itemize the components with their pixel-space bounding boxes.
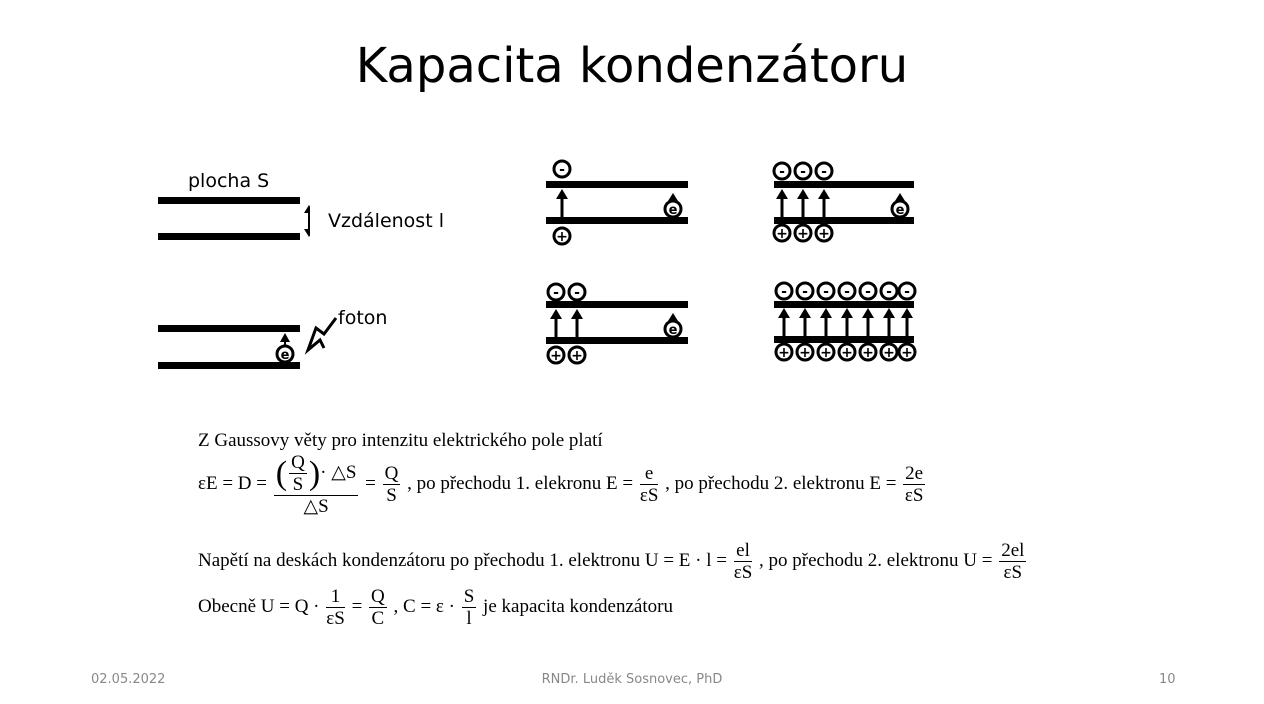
svg-text:-: - — [823, 284, 829, 300]
transfer-1-diagram — [540, 155, 700, 250]
minus-charge-icon — [881, 283, 897, 300]
svg-text:-: - — [553, 285, 559, 301]
distance-label: Vzdálenost l — [328, 210, 444, 232]
plus-charge-icon — [816, 225, 832, 242]
field-arrow-icon — [841, 308, 853, 336]
svg-text:e: e — [280, 348, 290, 363]
footer-author: RNDr. Luděk Sosnovec, PhD — [541, 672, 723, 687]
svg-text:-: - — [802, 284, 808, 300]
svg-text:-: - — [904, 284, 910, 300]
svg-text:+: + — [901, 345, 913, 361]
svg-text:-: - — [779, 164, 785, 180]
plus-charge-icon — [797, 344, 813, 361]
minus-charge-icon — [776, 283, 792, 300]
transfer-7-diagram — [768, 278, 928, 368]
plus-charge-icon — [860, 344, 876, 361]
svg-text:-: - — [559, 162, 565, 178]
plus-charge-icon — [554, 228, 570, 245]
plus-charge-icon — [881, 344, 897, 361]
minus-charge-icon — [860, 283, 876, 300]
svg-text:+: + — [799, 345, 811, 361]
svg-text:+: + — [556, 229, 568, 245]
footer-page-number: 10 — [1159, 672, 1176, 687]
field-arrow-icon — [550, 309, 562, 337]
svg-text:-: - — [886, 284, 892, 300]
transfer-3-diagram — [768, 155, 928, 250]
electron-icon — [277, 346, 293, 363]
minus-charge-icon — [839, 283, 855, 300]
svg-text:-: - — [865, 284, 871, 300]
gauss-intro: Z Gaussovy věty pro intenzitu elektrického pole platí — [198, 430, 603, 451]
plus-charge-icon — [839, 344, 855, 361]
field-arrow-icon — [797, 189, 809, 217]
photon-diagram — [150, 312, 350, 374]
minus-charge-icon — [899, 283, 915, 300]
plus-charge-icon — [776, 344, 792, 361]
minus-charge-icon — [797, 283, 813, 300]
svg-text:-: - — [800, 164, 806, 180]
field-arrow-icon — [820, 308, 832, 336]
electron-icon — [892, 193, 908, 218]
field-arrow-icon — [776, 189, 788, 217]
svg-text:+: + — [797, 226, 809, 242]
field-arrow-icon — [556, 189, 568, 217]
minus-charge-icon — [554, 161, 570, 178]
field-arrow-icon — [799, 308, 811, 336]
minus-charge-icon — [816, 163, 832, 180]
field-arrow-icon — [571, 309, 583, 337]
minus-charge-icon — [774, 163, 790, 180]
photon-label: foton — [338, 307, 388, 329]
svg-text:-: - — [574, 285, 580, 301]
svg-text:-: - — [781, 284, 787, 300]
svg-text:-: - — [844, 284, 850, 300]
svg-text:+: + — [820, 345, 832, 361]
field-arrow-icon — [778, 308, 790, 336]
equation-voltage: Napětí na deskách kondenzátoru po přechodu 1. elektronu U = E · l = $\frac{el}{\varepsilon S}$ , po přechodu 2. elektronu U = $\frac{2el}{\varepsilon S}$ — [198, 540, 1025, 583]
svg-text:e: e — [895, 203, 905, 218]
plus-charge-icon — [569, 347, 585, 364]
minus-charge-icon — [818, 283, 834, 300]
electron-icon — [665, 313, 681, 338]
svg-text:+: + — [841, 345, 853, 361]
field-arrow-icon — [818, 189, 830, 217]
svg-text:+: + — [883, 345, 895, 361]
equation-capacitance: Obecně U = Q · $\frac{1}{\varepsilon S}$ = $\frac{Q}{C}$ , C = ε · $\frac{S}{l}$ je kapacita kondenzátoru — [198, 586, 673, 629]
field-arrow-icon — [883, 308, 895, 336]
field-arrow-icon — [862, 308, 874, 336]
area-label: plocha S — [188, 170, 270, 192]
svg-text:+: + — [778, 345, 790, 361]
equation-field: εE = D = ( $\frac{Q}{S}$ )· △S △S = $\frac{Q}{S}$ , po přechodu 1. elekronu E = $\frac{e}{\varepsilon S}$ , po přechodu 2. elektronu E = $\frac{2e}{\varepsilon S}$ — [198, 452, 924, 517]
footer-date: 02.05.2022 — [91, 672, 166, 687]
page-title: Kapacita kondenzátoru — [355, 38, 909, 94]
transfer-2-diagram — [540, 280, 700, 370]
plus-charge-icon — [899, 344, 915, 361]
plus-charge-icon — [818, 344, 834, 361]
electron-path-arrow-icon — [280, 333, 290, 346]
electron-icon — [665, 193, 681, 218]
plus-charge-icon — [548, 347, 564, 364]
minus-charge-icon — [548, 284, 564, 301]
field-arrow-icon — [901, 308, 913, 336]
svg-text:e: e — [668, 323, 678, 338]
svg-text:+: + — [571, 348, 583, 364]
svg-text:+: + — [776, 226, 788, 242]
plus-charge-icon — [774, 225, 790, 242]
capacitor-plates-diagram — [150, 195, 310, 245]
minus-charge-icon — [569, 284, 585, 301]
svg-text:+: + — [818, 226, 830, 242]
svg-text:-: - — [821, 164, 827, 180]
svg-text:+: + — [862, 345, 874, 361]
distance-arrow-icon — [304, 205, 310, 237]
svg-text:+: + — [550, 348, 562, 364]
svg-text:e: e — [668, 203, 678, 218]
minus-charge-icon — [795, 163, 811, 180]
plus-charge-icon — [795, 225, 811, 242]
photon-squiggle-icon — [308, 318, 336, 350]
